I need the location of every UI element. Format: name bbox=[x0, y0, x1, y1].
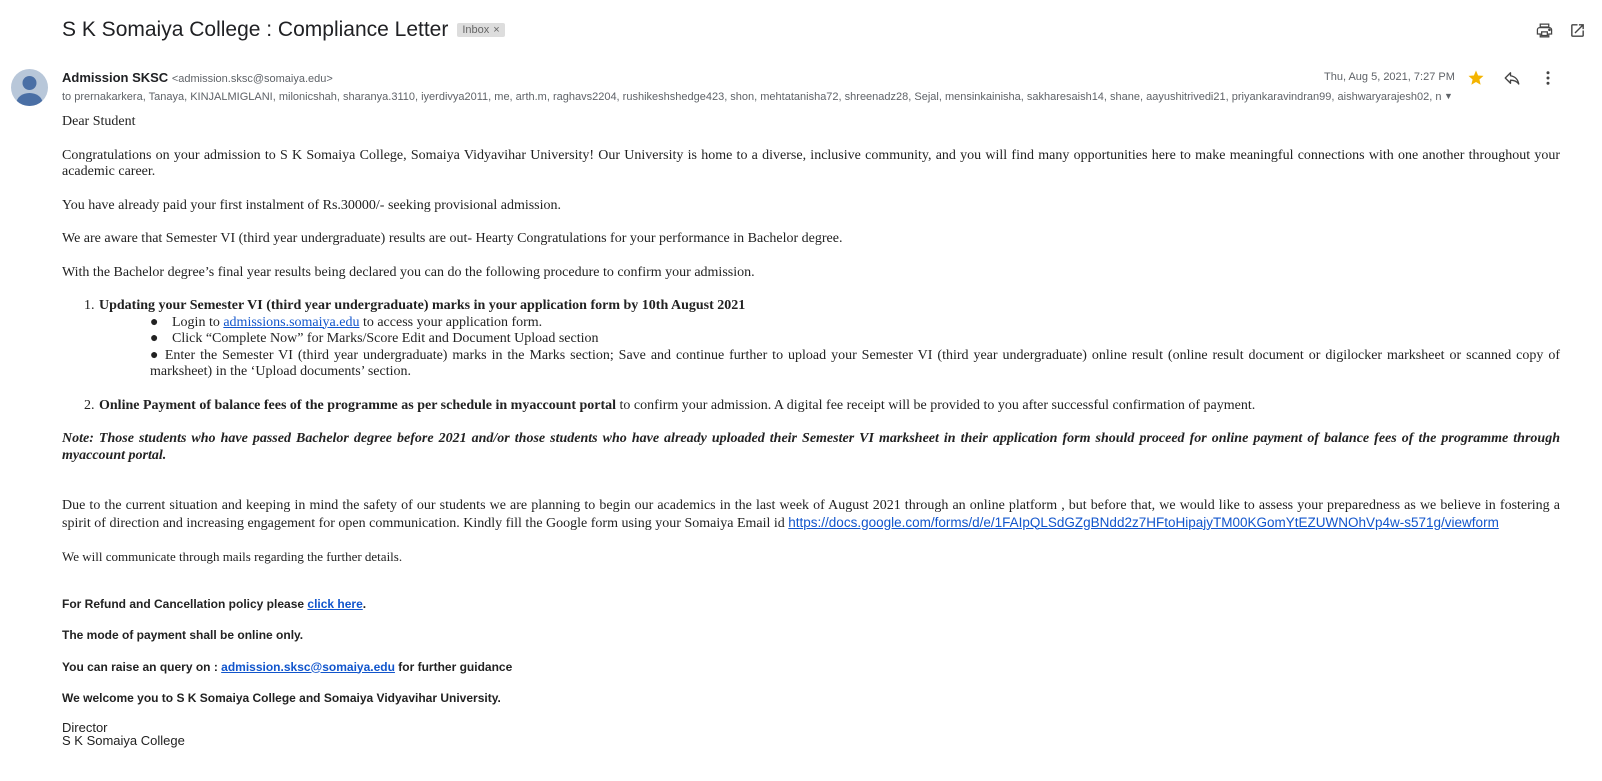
refund-period: . bbox=[362, 596, 367, 611]
bullet-text: Click “Complete Now” for Marks/Score Edit and Document Upload section bbox=[172, 331, 599, 346]
print-icon[interactable] bbox=[1536, 22, 1553, 39]
remove-label-icon[interactable]: × bbox=[493, 24, 500, 36]
welcome-line bbox=[62, 690, 1560, 708]
reply-icon[interactable] bbox=[1503, 69, 1521, 87]
query-line bbox=[62, 659, 1560, 677]
bullet-icon: ● bbox=[150, 347, 160, 363]
email-subject: S K Somaiya College : Compliance Letter bbox=[62, 18, 449, 41]
paragraph-results: We are aware that Semester VI (third year undergraduate) results are out- Hearty Congratulations for your performance in Bachelor degree. bbox=[62, 231, 843, 246]
query-text-end: for further guidance bbox=[394, 659, 513, 674]
bullet-text: to access your application form. bbox=[359, 314, 543, 330]
refund-text: For Refund and Cancellation policy please bbox=[62, 596, 308, 611]
query-text: You can raise an query on : bbox=[62, 659, 222, 674]
list-number: 2. bbox=[84, 397, 95, 413]
subject-row bbox=[62, 18, 505, 42]
list-item-1-title: Updating your Semester VI (third year undergraduate) marks in your application form by 10th August 2021 bbox=[99, 298, 746, 313]
list-item-2 bbox=[62, 398, 1560, 415]
sender-email: <admission.sksc@somaiya.edu> bbox=[171, 73, 333, 85]
admissions-link[interactable]: admissions.somaiya.edu bbox=[223, 314, 360, 330]
note-text: Note: Those students who have passed Bachelor degree before 2021 and/or those students who have already uploaded their Semester VI marksheet in their application form should proceed for online payment of balance fees of the programme through myaccount portal. bbox=[62, 431, 1560, 463]
avatar-icon bbox=[11, 69, 48, 106]
greeting: Dear Student bbox=[62, 114, 136, 129]
message-actions bbox=[1467, 69, 1557, 87]
bullet-icon: ● bbox=[150, 331, 159, 346]
paragraph-instalment: You have already paid your first instalment of Rs.30000/- seeking provisional admission. bbox=[62, 197, 562, 213]
paragraph-communicate: We will communicate through mails regarding the further details. bbox=[62, 549, 403, 564]
refund-click-here-link[interactable]: click here bbox=[307, 596, 363, 611]
signature-title: Director bbox=[62, 719, 108, 735]
open-new-window-icon[interactable] bbox=[1569, 22, 1586, 39]
query-email-link[interactable]: admission.sksc@somaiya.edu bbox=[221, 659, 395, 674]
note-paragraph bbox=[62, 431, 1560, 464]
refund-line bbox=[62, 596, 1560, 614]
bullet-text: Login to bbox=[172, 314, 224, 330]
sender-name[interactable]: Admission SKSC bbox=[62, 70, 169, 85]
bullet-icon: ● bbox=[150, 314, 159, 330]
google-form-text: Due to the current situation and keeping in mind the safety of our students we are planning to begin our academics in the last week of August 2021 through an online platform , but before that, we would like to assess your preparedness as we believe in fostering a spirit of direction and increasing engagement for open communication. Kindly fill the Google form using your Somaiya Email id bbox=[62, 498, 1560, 531]
footer bbox=[62, 596, 1560, 747]
bullet-enter-marks bbox=[62, 348, 1560, 381]
paragraph-procedure: With the Bachelor degree’s final year results being declared you can do the following procedure to confirm your admission. bbox=[62, 264, 755, 280]
list-item-2-title: Online Payment of balance fees of the programme as per schedule in myaccount portal bbox=[99, 397, 617, 413]
email-date: Thu, Aug 5, 2021, 7:27 PM bbox=[1324, 71, 1455, 83]
bullet-login bbox=[62, 315, 1560, 332]
list-number: 1. bbox=[84, 298, 95, 313]
payment-mode-text: The mode of payment shall be online only. bbox=[62, 628, 304, 642]
signature-org: S K Somaiya College bbox=[62, 732, 185, 748]
star-icon[interactable] bbox=[1467, 69, 1485, 87]
top-toolbar bbox=[1536, 22, 1586, 39]
sender-line bbox=[62, 70, 333, 85]
paragraph-congratulations: Congratulations on your admission to S K Somaiya College, Somaiya Vidyavihar University! Our University is home to a diverse, inclusive community, and you will find many opportunities here to make meaningful connections with one another throughout your academic career. bbox=[62, 147, 1560, 179]
bullet-complete-now bbox=[62, 331, 1560, 348]
email-body bbox=[62, 114, 1560, 747]
dropdown-caret-icon[interactable]: ▼ bbox=[1444, 91, 1453, 101]
paragraph-google-form bbox=[62, 498, 1560, 532]
list-item-1 bbox=[62, 298, 1560, 315]
list-item-2-text: to confirm your admission. A digital fee receipt will be provided to you after successful confirmation of payment. bbox=[616, 397, 1256, 413]
welcome-text: We welcome you to S K Somaiya College and Somaiya Vidyavihar University. bbox=[62, 691, 501, 705]
payment-mode-line bbox=[62, 627, 1560, 645]
more-vert-icon[interactable] bbox=[1539, 69, 1557, 87]
inbox-label-text: Inbox bbox=[462, 24, 490, 36]
recipients-line: to prernakarkera, Tanaya, KINJALMIGLANI, miloniсshah, sharanya.3110, iyerdivya2011, me, arth.m, raghavs2204, rushikeshshedge423, shon, mehtatanisha72, shreenadz28, Sejal, mensinkainisha, sakharesaish14, shane, aayushitrivedi21, priyankaravindran99, aishwaryarajesh02, n bbox=[62, 91, 1442, 103]
google-form-link[interactable]: https://docs.google.com/forms/d/e/1FAIpQLSdGZgBNdd2z7HFtoHipajyTM00KGomYtEZUWNOhVp4w-s571g/viewform bbox=[788, 514, 1499, 530]
inbox-label-chip[interactable] bbox=[457, 23, 504, 37]
bullet-text: Enter the Semester VI (third year undergraduate) marks in the Marks section; Save and continue further to upload your Semester VI (third year undergraduate) online result (online result document or digilocker marksheet or scanned copy of marksheet) in the ‘Upload documents’ section. bbox=[150, 347, 1560, 379]
